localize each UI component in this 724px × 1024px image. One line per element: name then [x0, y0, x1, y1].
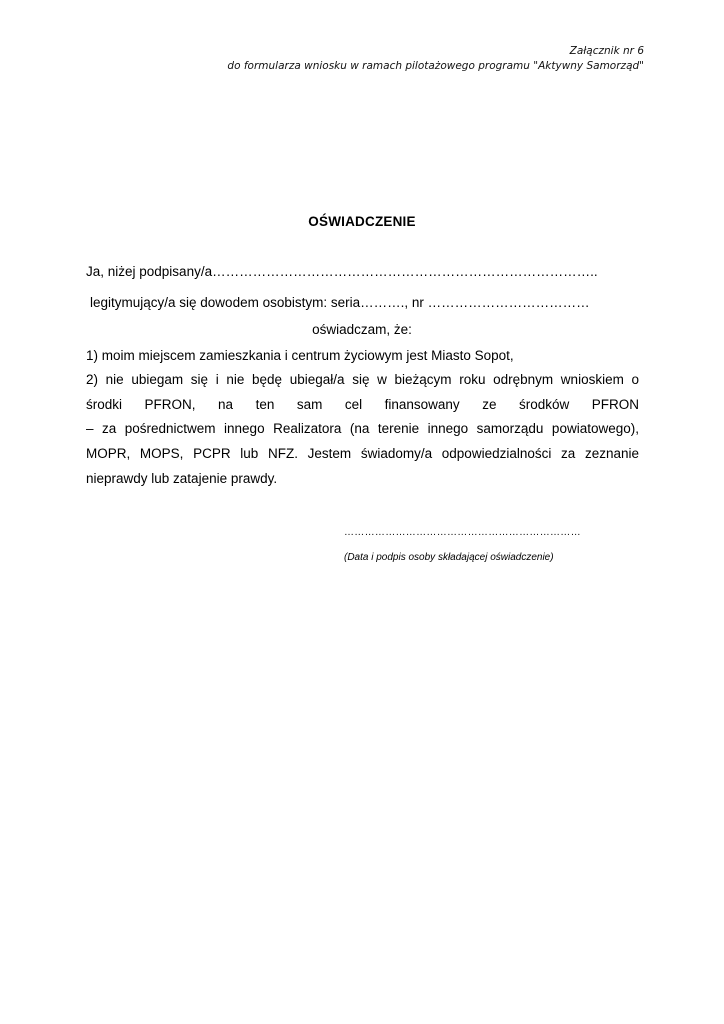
statement-2-line-5: nieprawdy lub zatajenie prawdy. — [86, 471, 278, 486]
attachment-number: Załącznik nr 6 — [569, 45, 644, 57]
attachment-description: do formularza wniosku w ramach pilotażowego programu "Aktywny Samorząd" — [227, 60, 644, 72]
signature-line: …………………………………………………………… — [344, 527, 581, 538]
attachment-header — [227, 44, 644, 74]
statement-2-line-4: MOPR, MOPS, PCPR lub NFZ. Jestem świadomy/a odpowiedzialności za zeznanie — [86, 446, 639, 461]
declare-that-line: oświadczam, że: — [312, 322, 412, 337]
signature-caption: (Data i podpis osoby składającej oświadczenie) — [344, 552, 554, 563]
statement-2-line-2: środki PFRON, na ten sam cel finansowany ze środków PFRON — [86, 397, 639, 412]
statement-1: 1) moim miejscem zamieszkania i centrum życiowym jest Miasto Sopot, — [86, 348, 514, 363]
document-title: OŚWIADCZENIE — [308, 214, 416, 229]
id-document-line: legitymujący/a się dowodem osobistym: seria………., nr ……………………………… — [90, 295, 590, 310]
declarant-name-line: Ja, niżej podpisany/a………………………………………………………………………….. — [86, 264, 598, 279]
statement-2-line-3: – za pośrednictwem innego Realizatora (na terenie innego samorządu powiatowego), — [86, 421, 639, 436]
statement-2-line-1: 2) nie ubiegam się i nie będę ubiegał/a się w bieżącym roku odrębnym wnioskiem o — [86, 372, 639, 387]
